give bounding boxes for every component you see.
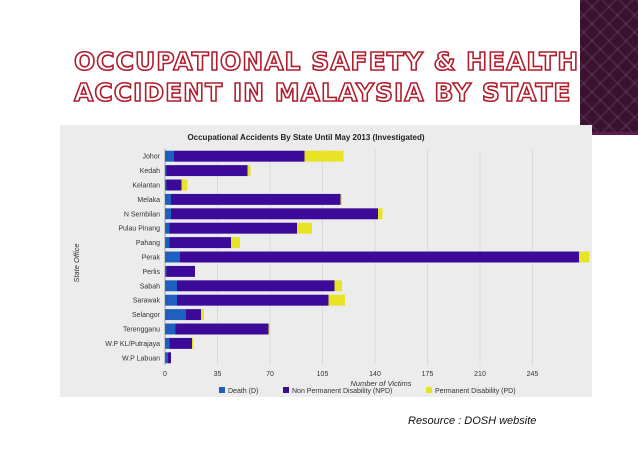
bar-segment [174, 151, 305, 162]
x-tick-label: 245 [526, 371, 539, 378]
slide-title [74, 46, 579, 108]
bar-segment [186, 309, 201, 320]
bar-segment [579, 252, 590, 263]
x-tick-label: 35 [213, 371, 222, 378]
legend-swatch [219, 387, 225, 393]
bar-segment [305, 151, 344, 162]
bar-segment [165, 352, 168, 363]
bar-segment [167, 165, 248, 176]
bar-segment [231, 237, 240, 248]
bar-segment [176, 324, 269, 335]
category-label: Pulau Pinang [118, 225, 160, 233]
bar-segment [167, 266, 196, 277]
bar-segment [170, 338, 193, 349]
legend-swatch [426, 387, 432, 393]
legend-label: Permanent Disability (PD) [435, 388, 516, 395]
bar-segment [171, 194, 341, 205]
category-label: Kelantan [132, 182, 160, 190]
x-tick-label: 210 [474, 371, 486, 378]
bar-segment [165, 151, 174, 162]
bar-segment [182, 180, 188, 191]
legend-swatch [283, 387, 289, 393]
bar-segment [165, 266, 167, 277]
bar-segment [168, 352, 171, 363]
bar-group [165, 151, 590, 364]
category-label: Sarawak [132, 297, 160, 305]
source-note: Resource : DOSH website [408, 415, 537, 427]
legend [219, 387, 516, 395]
x-axis-label: Number of Victims [350, 379, 412, 388]
bar-segment [329, 295, 346, 306]
bar-segment [165, 165, 167, 176]
bar-segment [180, 252, 579, 263]
category-labels [105, 154, 160, 363]
category-label: Terengganu [123, 326, 160, 334]
x-tick-label: 70 [266, 371, 274, 378]
category-label: Perlis [142, 268, 160, 276]
bar-segment [165, 208, 171, 219]
bar-segment [165, 252, 180, 263]
bar-segment [335, 280, 343, 291]
bar-segment [165, 180, 167, 191]
bar-segment [165, 309, 186, 320]
x-tick-labels [163, 371, 538, 378]
chart-panel [60, 125, 592, 397]
category-label: W.P Labuan [121, 355, 160, 363]
bar-segment [192, 338, 194, 349]
category-label: Johor [142, 153, 160, 161]
bar-segment [165, 338, 170, 349]
y-axis-label: State Office [72, 243, 81, 283]
bar-segment [341, 194, 343, 205]
category-label: Kedah [139, 168, 160, 176]
bar-segment [165, 223, 170, 234]
slide-title-line-2: ACCIDENT IN MALAYSIA BY STATE [74, 78, 572, 107]
bar-chart [60, 125, 592, 397]
slide-title-line-1: OCCUPATIONAL SAFETY & HEALTH [74, 47, 580, 76]
bar-segment [165, 324, 176, 335]
category-label: Melaka [137, 196, 160, 204]
legend-label: Death (D) [228, 388, 259, 395]
bar-segment [165, 280, 177, 291]
corner-decoration [580, 0, 638, 132]
bar-segment [269, 324, 271, 335]
bar-segment [167, 180, 182, 191]
chart-title: Occupational Accidents By State Until May 2013 (Investigated) [187, 133, 425, 142]
category-label: Pahang [135, 240, 160, 248]
bar-segment [165, 237, 170, 248]
category-label: Perak [141, 254, 160, 262]
bar-segment [248, 165, 251, 176]
bar-segment [165, 194, 171, 205]
x-tick-label: 105 [316, 371, 329, 378]
category-label: N Sembilan [123, 211, 160, 219]
bar-segment [177, 295, 329, 306]
x-tick-label: 175 [421, 371, 434, 378]
bar-segment [177, 280, 335, 291]
bar-segment [297, 223, 312, 234]
bar-segment [201, 309, 204, 320]
x-tick-label: 140 [369, 371, 381, 378]
legend-label: Non Permanent Disability (NPD) [292, 388, 393, 395]
bar-segment [170, 237, 232, 248]
bar-segment [165, 295, 177, 306]
bar-segment [171, 208, 378, 219]
category-label: Selangor [131, 312, 160, 320]
x-tick-label: 0 [163, 371, 167, 378]
bar-segment [170, 223, 298, 234]
bar-segment [378, 208, 383, 219]
category-label: W.P KL/Putrajaya [105, 340, 160, 348]
category-label: Sabah [139, 283, 160, 291]
